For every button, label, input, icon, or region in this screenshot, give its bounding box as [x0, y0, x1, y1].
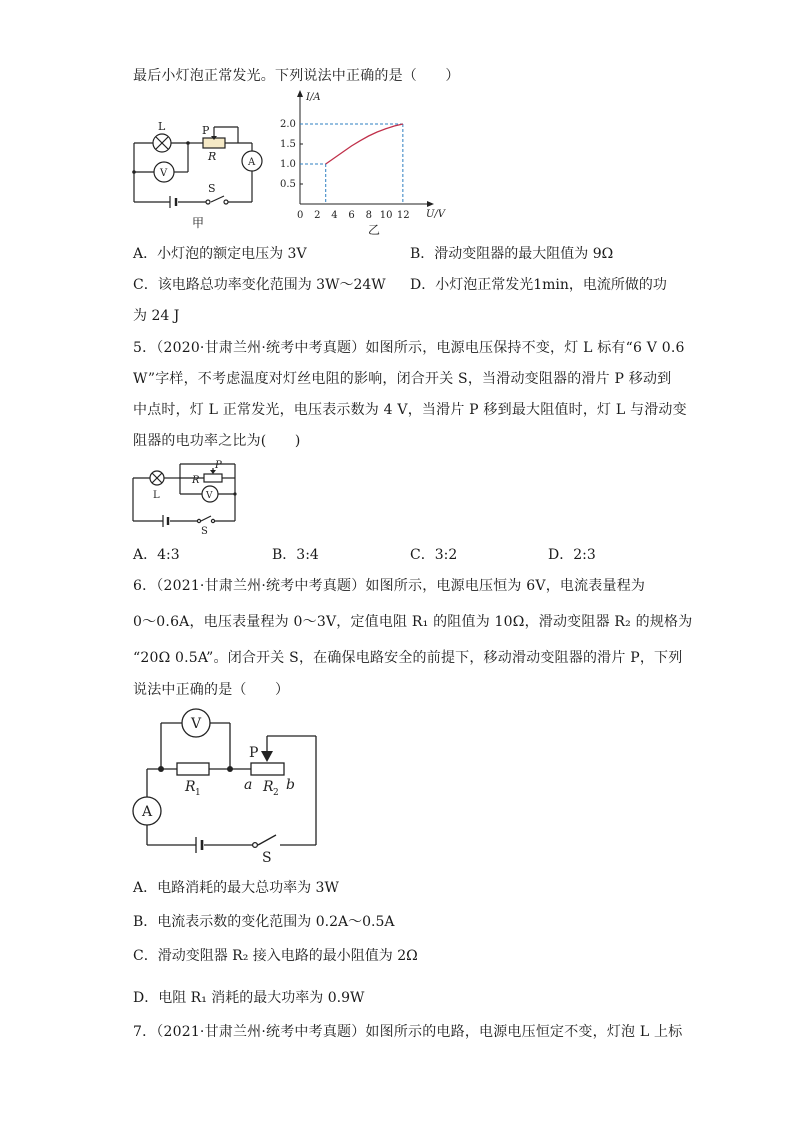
q4-iu-chart [278, 92, 446, 240]
q6-label-b: b [286, 777, 295, 793]
q5-line-4: 阻器的电功率之比为( ) [133, 433, 301, 449]
q4-option-c: C．该电路总功率变化范围为 3W～24W [133, 277, 386, 293]
q6-label-R1: R [185, 779, 196, 795]
q6-line-4: 说法中正确的是（ ） [133, 682, 290, 698]
q5-line-3: 中点时，灯 L 正常发光，电压表示数为 4 V，当滑片 P 移到最大阻值时，灯 L 与滑动变 [133, 402, 687, 418]
y-tick-label: 2.0 [280, 119, 296, 130]
q4-option-d-cont: 为 24 J [133, 308, 180, 324]
q6-line-1: 6．（2021·甘肃兰州·统考中考真题）如图所示，电源电压恒为 6V，电流表量程为 [133, 578, 646, 594]
q4-option-d: D．小灯泡正常发光1min，电流所做的功 [410, 277, 667, 293]
q5-circuit [125, 456, 255, 536]
x-axis-label: U/V [426, 209, 446, 220]
q6-label-S: S [262, 850, 272, 866]
q6-label-R2: R [263, 779, 274, 795]
x-tick-label: 2 [314, 210, 321, 221]
q4-circuit-jia [120, 110, 280, 235]
q6-label-a: a [244, 777, 253, 793]
q6-label-R1-sub: 1 [195, 788, 201, 798]
q6-option-a: A．电路消耗的最大总功率为 3W [133, 880, 339, 896]
q6-label-R2-sub: 2 [273, 788, 279, 798]
q6-label-V: V [191, 716, 202, 732]
y-tick-label: 1.0 [280, 159, 296, 170]
x-tick-label: 6 [348, 210, 355, 221]
jia-caption: 甲 [192, 216, 205, 230]
x-tick-label: 8 [365, 210, 372, 221]
q6-line-3: “20Ω 0.5A”。闭合开关 S，在确保电路安全的前提下，移动滑动变阻器的滑片 P，下列 [133, 650, 683, 666]
y-axis-label: I/A [306, 92, 321, 103]
q5-label-P: P [215, 460, 222, 471]
q5-label-S: S [201, 526, 208, 537]
y-tick-label: 1.5 [280, 139, 296, 150]
x-axis-arrow [427, 201, 434, 207]
jia-label-A: A [248, 157, 256, 168]
q6-option-c: C．滑动变阻器 R₂ 接入电路的最小阻值为 2Ω [133, 948, 418, 964]
y-tick-label: 0.5 [280, 179, 296, 190]
jia-label-P: P [202, 124, 210, 137]
q6-option-d: D．电阻 R₁ 消耗的最大功率为 0.9W [133, 990, 365, 1006]
q5-option-d: D．2:3 [548, 547, 596, 563]
q6-label-A: A [142, 804, 153, 820]
x-tick-label: 12 [396, 210, 410, 221]
q5-option-a: A．4:3 [133, 547, 180, 563]
jia-label-R: R [208, 150, 217, 163]
q5-option-b: B．3:4 [272, 547, 319, 563]
jia-label-S: S [208, 182, 216, 195]
yi-caption: 乙 [368, 223, 381, 237]
q5-label-L: L [153, 490, 160, 501]
q6-label-P: P [249, 745, 259, 761]
q4-option-b: B．滑动变阻器的最大阻值为 9Ω [410, 246, 614, 262]
x-tick-label: 4 [331, 210, 338, 221]
x-tick-label: 0 [297, 210, 304, 221]
q5-line-1: 5．（2020·甘肃兰州·统考中考真题）如图所示，电源电压保持不变，灯 L 标有“6 V 0.6 [133, 340, 685, 356]
q5-label-R: R [192, 475, 200, 486]
q5-option-c: C．3:2 [410, 547, 458, 563]
x-tick-label: 10 [379, 210, 393, 221]
q6-line-2: 0～0.6A，电压表量程为 0～3V，定值电阻 R₁ 的阻值为 10Ω，滑动变阻器 R₂ 的规格为 [133, 614, 693, 630]
jia-label-V: V [160, 168, 168, 179]
iu-curve [326, 124, 403, 164]
q7-line-1: 7．（2021·甘肃兰州·统考中考真题）如图所示的电路，电源电压恒定不变，灯泡 L 上标 [133, 1024, 683, 1040]
q5-line-2: W”字样，不考虑温度对灯丝电阻的影响，闭合开关 S，当滑动变阻器的滑片 P 移动到 [133, 371, 672, 387]
y-axis-arrow [297, 90, 303, 97]
q4-stem-tail: 最后小灯泡正常发光。下列说法中正确的是（ ） [133, 68, 460, 84]
q5-label-V: V [206, 491, 213, 501]
q4-option-a: A．小灯泡的额定电压为 3V [133, 246, 307, 262]
jia-label-L: L [158, 120, 166, 133]
q6-circuit [130, 705, 330, 865]
q6-option-b: B．电流表示数的变化范围为 0.2A～0.5A [133, 914, 395, 930]
